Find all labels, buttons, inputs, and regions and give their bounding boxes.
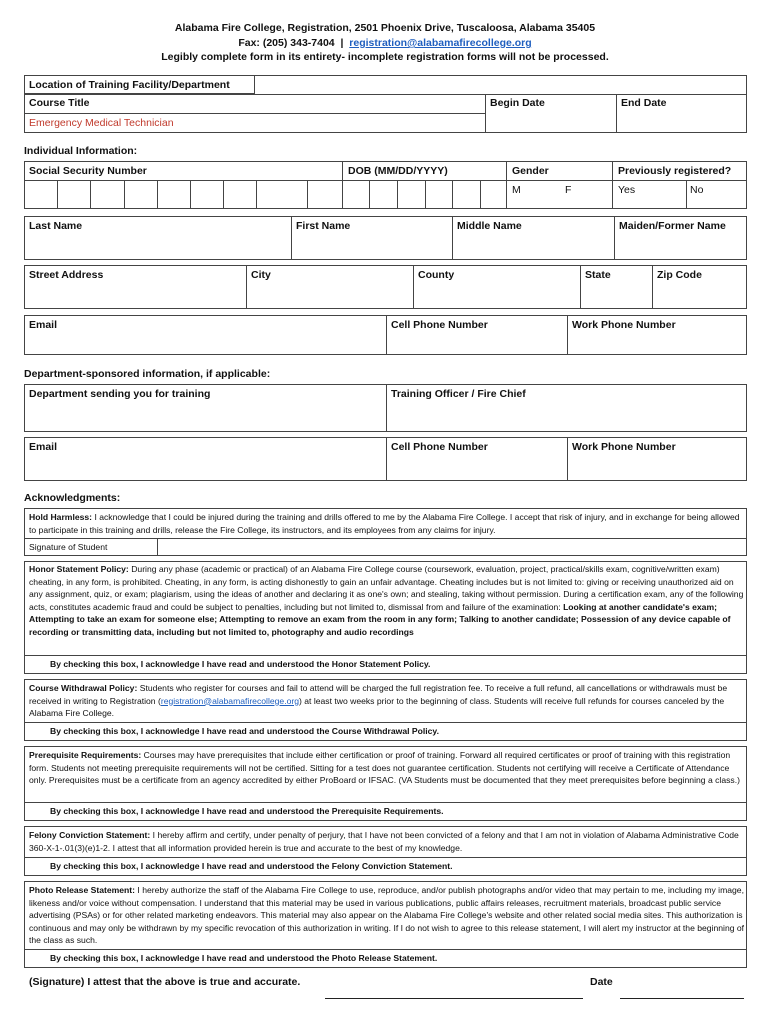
zip-code-label[interactable]: Zip Code bbox=[657, 269, 702, 281]
divider bbox=[614, 216, 615, 260]
prereq-body: Courses may have prerequisites that include either certification or proof of training. Forward all required certificates or proof of training with this registration form. Students not meeting prerequisite requirements will not be certified. Sitting for a test does not guarantee certification. Students not certifying will receive a Certificate of Attendance only. Prerequisites must be a certificate from an agency accredited by either ProBoard or IFSAC. (VA Students must be documented that they meet prerequisites before beginning a class.) bbox=[29, 750, 740, 786]
felony-checkbox[interactable]: By checking this box, I acknowledge I have read and understood the Felony Conviction Statement. bbox=[50, 861, 453, 871]
attest-statement: (Signature) I attest that the above is true and accurate. bbox=[29, 976, 301, 988]
department-sending-label[interactable]: Department sending you for training bbox=[29, 388, 211, 400]
address-row-box bbox=[24, 265, 747, 309]
prereq-title: Prerequisite Requirements: bbox=[29, 750, 142, 760]
cell-phone-label[interactable]: Cell Phone Number bbox=[391, 319, 488, 331]
divider bbox=[413, 265, 414, 309]
dob-cell[interactable] bbox=[452, 180, 453, 209]
department-work-label[interactable]: Work Phone Number bbox=[572, 441, 676, 453]
divider bbox=[452, 216, 453, 260]
ssn-cell[interactable] bbox=[307, 180, 308, 209]
honor-statement-text bbox=[24, 563, 747, 639]
hold-harmless-text bbox=[24, 511, 747, 536]
maiden-name-label[interactable]: Maiden/Former Name bbox=[619, 220, 726, 232]
gender-option-f[interactable]: F bbox=[565, 184, 572, 196]
divider bbox=[485, 94, 486, 133]
withdrawal-email-link[interactable]: registration@alabamafirecollege.org bbox=[160, 695, 300, 706]
felony-body: I hereby affirm and certify, under penalty of perjury, that I have not been convicted of a felony and that I am not in violation of Alabama Administrative Code 360-X-1-.01(3)(e)1-2. I attest that all information provided herein is true and accurate to the best of my knowledge. bbox=[29, 830, 739, 853]
withdrawal-title: Course Withdrawal Policy: bbox=[29, 683, 138, 693]
last-name-label[interactable]: Last Name bbox=[29, 220, 83, 232]
dob-cell[interactable] bbox=[397, 180, 398, 209]
divider bbox=[342, 161, 343, 209]
hold-harmless-title: Hold Harmless: bbox=[29, 512, 93, 522]
dob-cell[interactable] bbox=[425, 180, 426, 209]
end-date-label: End Date bbox=[621, 97, 667, 109]
email-label[interactable]: Email bbox=[29, 319, 58, 331]
divider bbox=[616, 94, 617, 133]
city-label[interactable]: City bbox=[251, 269, 271, 281]
work-phone-label[interactable]: Work Phone Number bbox=[572, 319, 676, 331]
withdrawal-text bbox=[24, 682, 747, 720]
ssn-cell[interactable] bbox=[157, 180, 158, 209]
state-label[interactable]: State bbox=[585, 269, 611, 281]
training-officer-label[interactable]: Training Officer / Fire Chief bbox=[391, 388, 526, 400]
divider bbox=[24, 180, 747, 181]
previously-registered-no[interactable]: No bbox=[690, 184, 704, 196]
dob-cell[interactable] bbox=[369, 180, 370, 209]
header-email-link[interactable]: registration@alabamafirecollege.org bbox=[349, 37, 532, 49]
divider bbox=[386, 384, 387, 432]
divider bbox=[580, 265, 581, 309]
course-title-label: Course Title bbox=[29, 97, 90, 109]
ssn-cell[interactable] bbox=[223, 180, 224, 209]
signature-line[interactable] bbox=[325, 998, 583, 999]
previously-registered-yes[interactable]: Yes bbox=[618, 184, 636, 196]
department-email-label[interactable]: Email bbox=[29, 441, 58, 453]
divider bbox=[567, 437, 568, 481]
header-instructions: Legibly complete form in its entirety- incomplete registration forms will not be processed. bbox=[161, 51, 609, 63]
ssn-cell[interactable] bbox=[57, 180, 58, 209]
divider bbox=[24, 94, 747, 95]
first-name-label[interactable]: First Name bbox=[296, 220, 351, 232]
gender-option-m[interactable]: M bbox=[512, 184, 521, 196]
signature-student-field[interactable] bbox=[158, 539, 746, 555]
begin-date-label: Begin Date bbox=[490, 97, 545, 109]
divider bbox=[612, 161, 613, 209]
gender-label: Gender bbox=[512, 165, 549, 177]
street-address-label[interactable]: Street Address bbox=[29, 269, 104, 281]
withdrawal-body-1: Students who register for courses and fail to attend will be charged the full registration fee. To receive a full refund, all cancellations or withdrawals must be received in writing to Registration ( bbox=[29, 683, 728, 706]
photo-release-checkbox[interactable]: By checking this box, I acknowledge I have read and understood the Photo Release Statement. bbox=[50, 953, 438, 963]
photo-body: I hereby authorize the staff of the Alabama Fire College to use, reproduce, and/or publish photographs and/or video that may pertain to me, including my image, likeness and/or voice without compensation. I understand that this material may be used in various publications, public affairs releases, recruitment materials, broadcast public service advertising (PSAs) or for other related marketing endeavors. This material may also appear on the Alabama Fire College's website and other related social media sites. This authorization is continuous and may only be withdrawn by my specific revocation of this authorization in writing. If I do not wish to agree to this release statement, I will alert my instructor at the beginning of the class as such. bbox=[29, 885, 745, 946]
ssn-label: Social Security Number bbox=[29, 165, 147, 177]
prerequisite-checkbox[interactable]: By checking this box, I acknowledge I have read and understood the Prerequisite Requirements. bbox=[50, 806, 444, 816]
dob-label: DOB (MM/DD/YYYY) bbox=[348, 165, 448, 177]
divider bbox=[567, 315, 568, 355]
felony-title: Felony Conviction Statement: bbox=[29, 830, 151, 840]
ssn-cell[interactable] bbox=[90, 180, 91, 209]
divider bbox=[386, 437, 387, 481]
acknowledgments-title: Acknowledgments: bbox=[24, 492, 121, 504]
location-label: Location of Training Facility/Department bbox=[29, 79, 230, 91]
photo-title: Photo Release Statement: bbox=[29, 885, 136, 895]
honor-body: During any phase (academic or practical) of an Alabama Fire College course (coursework, evaluation, project, practical/skills exam, cognitive/written exam) cheating, in any form, is prohibited. Cheating, in any form, is acting dishonestly to gain an unfair advantage. Cheating includes but is not limited to: giving or receiving unauthorized aid on any assignment, quiz, or exam; plagiarism, using the ideas of another and declaring it as one's own; and stealing, taking without permission. During a certification exam, any of the following acts, constitutes academic fraud and could be subject to penalties, including but not limited to, dismissal from and failure of the examination: bbox=[29, 564, 744, 612]
date-line[interactable] bbox=[620, 998, 744, 999]
ssn-cell[interactable] bbox=[256, 180, 257, 209]
ssn-cell[interactable] bbox=[190, 180, 191, 209]
header-contact bbox=[0, 37, 770, 49]
divider bbox=[291, 216, 292, 260]
middle-name-label[interactable]: Middle Name bbox=[457, 220, 522, 232]
honor-title: Honor Statement Policy: bbox=[29, 564, 129, 574]
course-title-value[interactable]: Emergency Medical Technician bbox=[29, 117, 174, 129]
divider bbox=[24, 113, 485, 114]
header-address: Alabama Fire College, Registration, 2501 Phoenix Drive, Tuscaloosa, Alabama 35405 bbox=[174, 22, 596, 34]
date-label: Date bbox=[590, 976, 613, 988]
signature-student-label: Signature of Student bbox=[29, 542, 108, 552]
withdrawal-body-2: ) at least two weeks prior to the beginning of class. Students will receive full refunds for courses canceled by the Alabama Fire College. bbox=[29, 695, 725, 719]
previously-registered-label: Previously registered? bbox=[618, 165, 732, 177]
divider bbox=[386, 315, 387, 355]
individual-section-title: Individual Information: bbox=[24, 145, 138, 157]
divider bbox=[686, 180, 687, 209]
divider bbox=[652, 265, 653, 309]
department-cell-label[interactable]: Cell Phone Number bbox=[391, 441, 488, 453]
photo-release-text bbox=[24, 884, 747, 947]
header-fax: Fax: (205) 343-7404 bbox=[238, 37, 335, 49]
dob-cell[interactable] bbox=[480, 180, 481, 209]
withdrawal-checkbox[interactable]: By checking this box, I acknowledge I have read and understood the Course Withdrawal Policy. bbox=[50, 726, 439, 736]
header-separator: | bbox=[340, 37, 344, 49]
hold-harmless-body: I acknowledge that I could be injured during the training and drills offered to me by the Alabama Fire College. I accept that risk of injury, and in exchange for being allowed to participate in this training and drills, release the Fire College, its instructors, and its employees from any claims for injury. bbox=[29, 512, 740, 535]
honor-bold-text: Looking at another candidate's exam; Attempting to take an exam for someone else; Attempting to remove an exam from the room in any form; Talking to another candidate; Possession of any device capable of recording or transmitting data, including but not limited to, photography and audio recordings bbox=[29, 601, 731, 637]
honor-checkbox[interactable]: By checking this box, I acknowledge I have read and understood the Honor Statement Policy. bbox=[50, 659, 431, 669]
county-label[interactable]: County bbox=[418, 269, 455, 281]
prerequisite-text bbox=[24, 749, 747, 787]
divider bbox=[506, 161, 507, 209]
ssn-cell[interactable] bbox=[124, 180, 125, 209]
department-section-title: Department-sponsored information, if applicable: bbox=[24, 368, 271, 380]
felony-text bbox=[24, 829, 747, 854]
divider bbox=[246, 265, 247, 309]
